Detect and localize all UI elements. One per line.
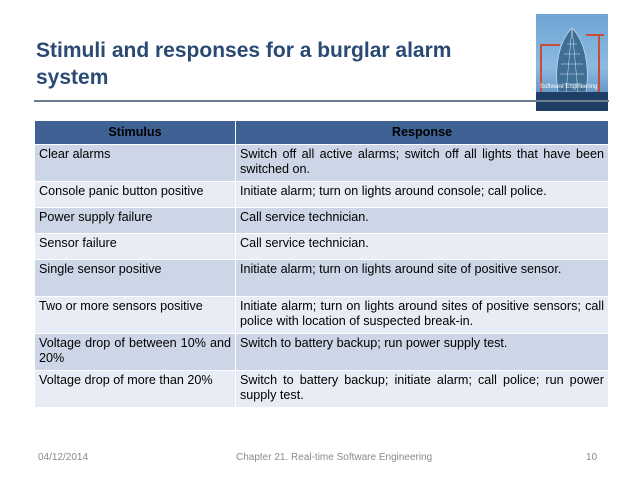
stimulus-cell: Voltage drop of more than 20%	[35, 371, 236, 408]
stimulus-cell: Two or more sensors positive	[35, 297, 236, 334]
table-row	[35, 371, 609, 408]
table-header-row	[35, 121, 609, 145]
header-response: Response	[236, 121, 609, 145]
response-cell: Switch to battery backup; initiate alarm; call police; run power supply test.	[236, 371, 609, 408]
stimulus-response-table	[34, 120, 609, 408]
stimulus-cell: Console panic button positive	[35, 182, 236, 208]
book-cover-image	[536, 14, 608, 111]
slide-title: Stimuli and responses for a burglar alarm system	[36, 39, 452, 89]
response-cell: Switch off all active alarms; switch off all lights that have been switched on.	[236, 145, 609, 182]
stimulus-cell: Voltage drop of between 10% and 20%	[35, 334, 236, 371]
stimulus-cell: Sensor failure	[35, 234, 236, 260]
table-row	[35, 260, 609, 297]
table-row	[35, 234, 609, 260]
response-cell: Switch to battery backup; run power supply test.	[236, 334, 609, 371]
table-row	[35, 208, 609, 234]
response-cell: Initiate alarm; turn on lights around site of positive sensor.	[236, 260, 609, 297]
response-cell: Call service technician.	[236, 234, 609, 260]
stimulus-cell: Clear alarms	[35, 145, 236, 182]
table-row	[35, 145, 609, 182]
book-cover-title: Software Engineering	[540, 84, 598, 90]
title-divider	[34, 100, 609, 102]
building-icon	[536, 14, 608, 111]
stimulus-cell: Single sensor positive	[35, 260, 236, 297]
table-row	[35, 297, 609, 334]
response-cell: Initiate alarm; turn on lights around console; call police.	[236, 182, 609, 208]
table-row	[35, 182, 609, 208]
response-cell: Initiate alarm; turn on lights around sites of positive sensors; call police with location of suspected break-in.	[236, 297, 609, 334]
response-cell: Call service technician.	[236, 208, 609, 234]
stimulus-cell: Power supply failure	[35, 208, 236, 234]
footer-date: 04/12/2014	[38, 452, 89, 463]
header-stimulus: Stimulus	[35, 121, 236, 145]
table-row	[35, 334, 609, 371]
footer-chapter: Chapter 21. Real-time Software Engineering	[236, 452, 433, 463]
footer-page-number: 10	[586, 452, 598, 463]
